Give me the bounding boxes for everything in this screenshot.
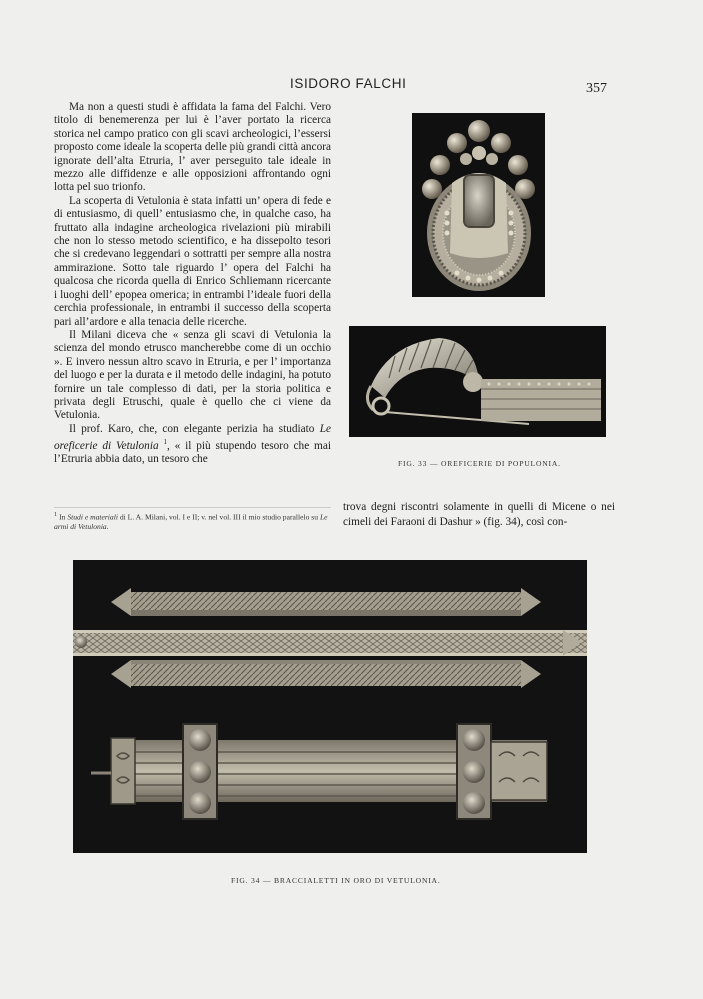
paragraph-4 — [54, 423, 331, 467]
footnote-title-2: Le armi di Vetulonia. — [54, 512, 328, 531]
paragraph-4-start: Il prof. Karo, che, con elegante perizia ha studiato — [69, 422, 320, 435]
footnote-middle: di L. A. Milani, vol. I e II; v. nel vol. III il mio studio parallelo su — [119, 512, 319, 522]
book-title: Le oreficerie di Vetulonia — [54, 422, 331, 452]
fig33-fibula-photo — [349, 326, 606, 437]
fig34-bracelets-photo — [73, 560, 587, 853]
footnote-in: In — [59, 512, 66, 522]
fig33-caption: FIG. 33 — OREFICERIE DI POPULONIA. — [398, 459, 561, 468]
footnote-title-1: Studi e materiali — [67, 512, 118, 522]
paragraph-3: Il Milani diceva che « senza gli scavi di Vetulonia la scienza del mondo etrusco mancherebbe come di un occhio ». E invero nessun altro scavo in Etruria, e per l’ importanza del luogo e per la durata e il metodo delle indagini, ha potuto fornire un tale complesso di dati, per la storia politica e privata degli Etruschi, quale è quello che ci viene da Vetulonia. — [54, 328, 331, 422]
page-number: 357 — [586, 81, 607, 96]
running-title: ISIDORO FALCHI — [290, 76, 407, 91]
paragraph-2: La scoperta di Vetulonia è stata infatti un’ opera di fede e di entusiasmo, di quell’ entusiasmo che, in qualche caso, ha fruttato alla indagine archeologica rivelazioni più mirabili che non lo stesso metodo scientifico, e ha dissepolto tesori che si credevano leggendari o sottratti per sempre alla nostra ammirazione. Sotto tale riguardo l’ opera del Falchi ha qualcosa che ricorda quella di Enrico Schliemann ricercante i luoghi dell’ epopea omerica; in entrambi l’ideale fuori della cerchia professionale, in entrambi il successo della scoperta pari all’ardore e alla tenacia delle ricerche. — [54, 194, 331, 328]
footnote-ref: 1 — [163, 438, 167, 447]
paragraph-4-end: , « il più stupendo tesoro che mai l’Etruria abbia dato, un tesoro che — [54, 439, 331, 466]
fig33-pendant-photo — [412, 113, 545, 297]
main-text-column — [54, 101, 331, 467]
continuation-text: trova degni riscontri solamente in quelli di Micene o nei cimeli dei Faraoni di Dashur » (fig. 34), così con- — [343, 501, 615, 528]
footnote-marker: 1 — [54, 511, 58, 518]
footnote — [54, 507, 331, 531]
fig34-caption: FIG. 34 — BRACCIALETTI IN ORO DI VETULONIA. — [231, 876, 441, 885]
paragraph-1: Ma non a questi studi è affidata la fama del Falchi. Vero titolo di benemerenza per lui è l’aver portato la ricerca storica nel campo pratico con gli scavi archeologici, l’essersi proposto come ideale la scoperta delle più grandi città ancora ignorate dell’alta Etruria, l’ aver perseguito tale ideale in mezzo alle diffidenze e alle opposizioni affrontando ogni lotta pel suo trionfo. — [54, 101, 331, 194]
